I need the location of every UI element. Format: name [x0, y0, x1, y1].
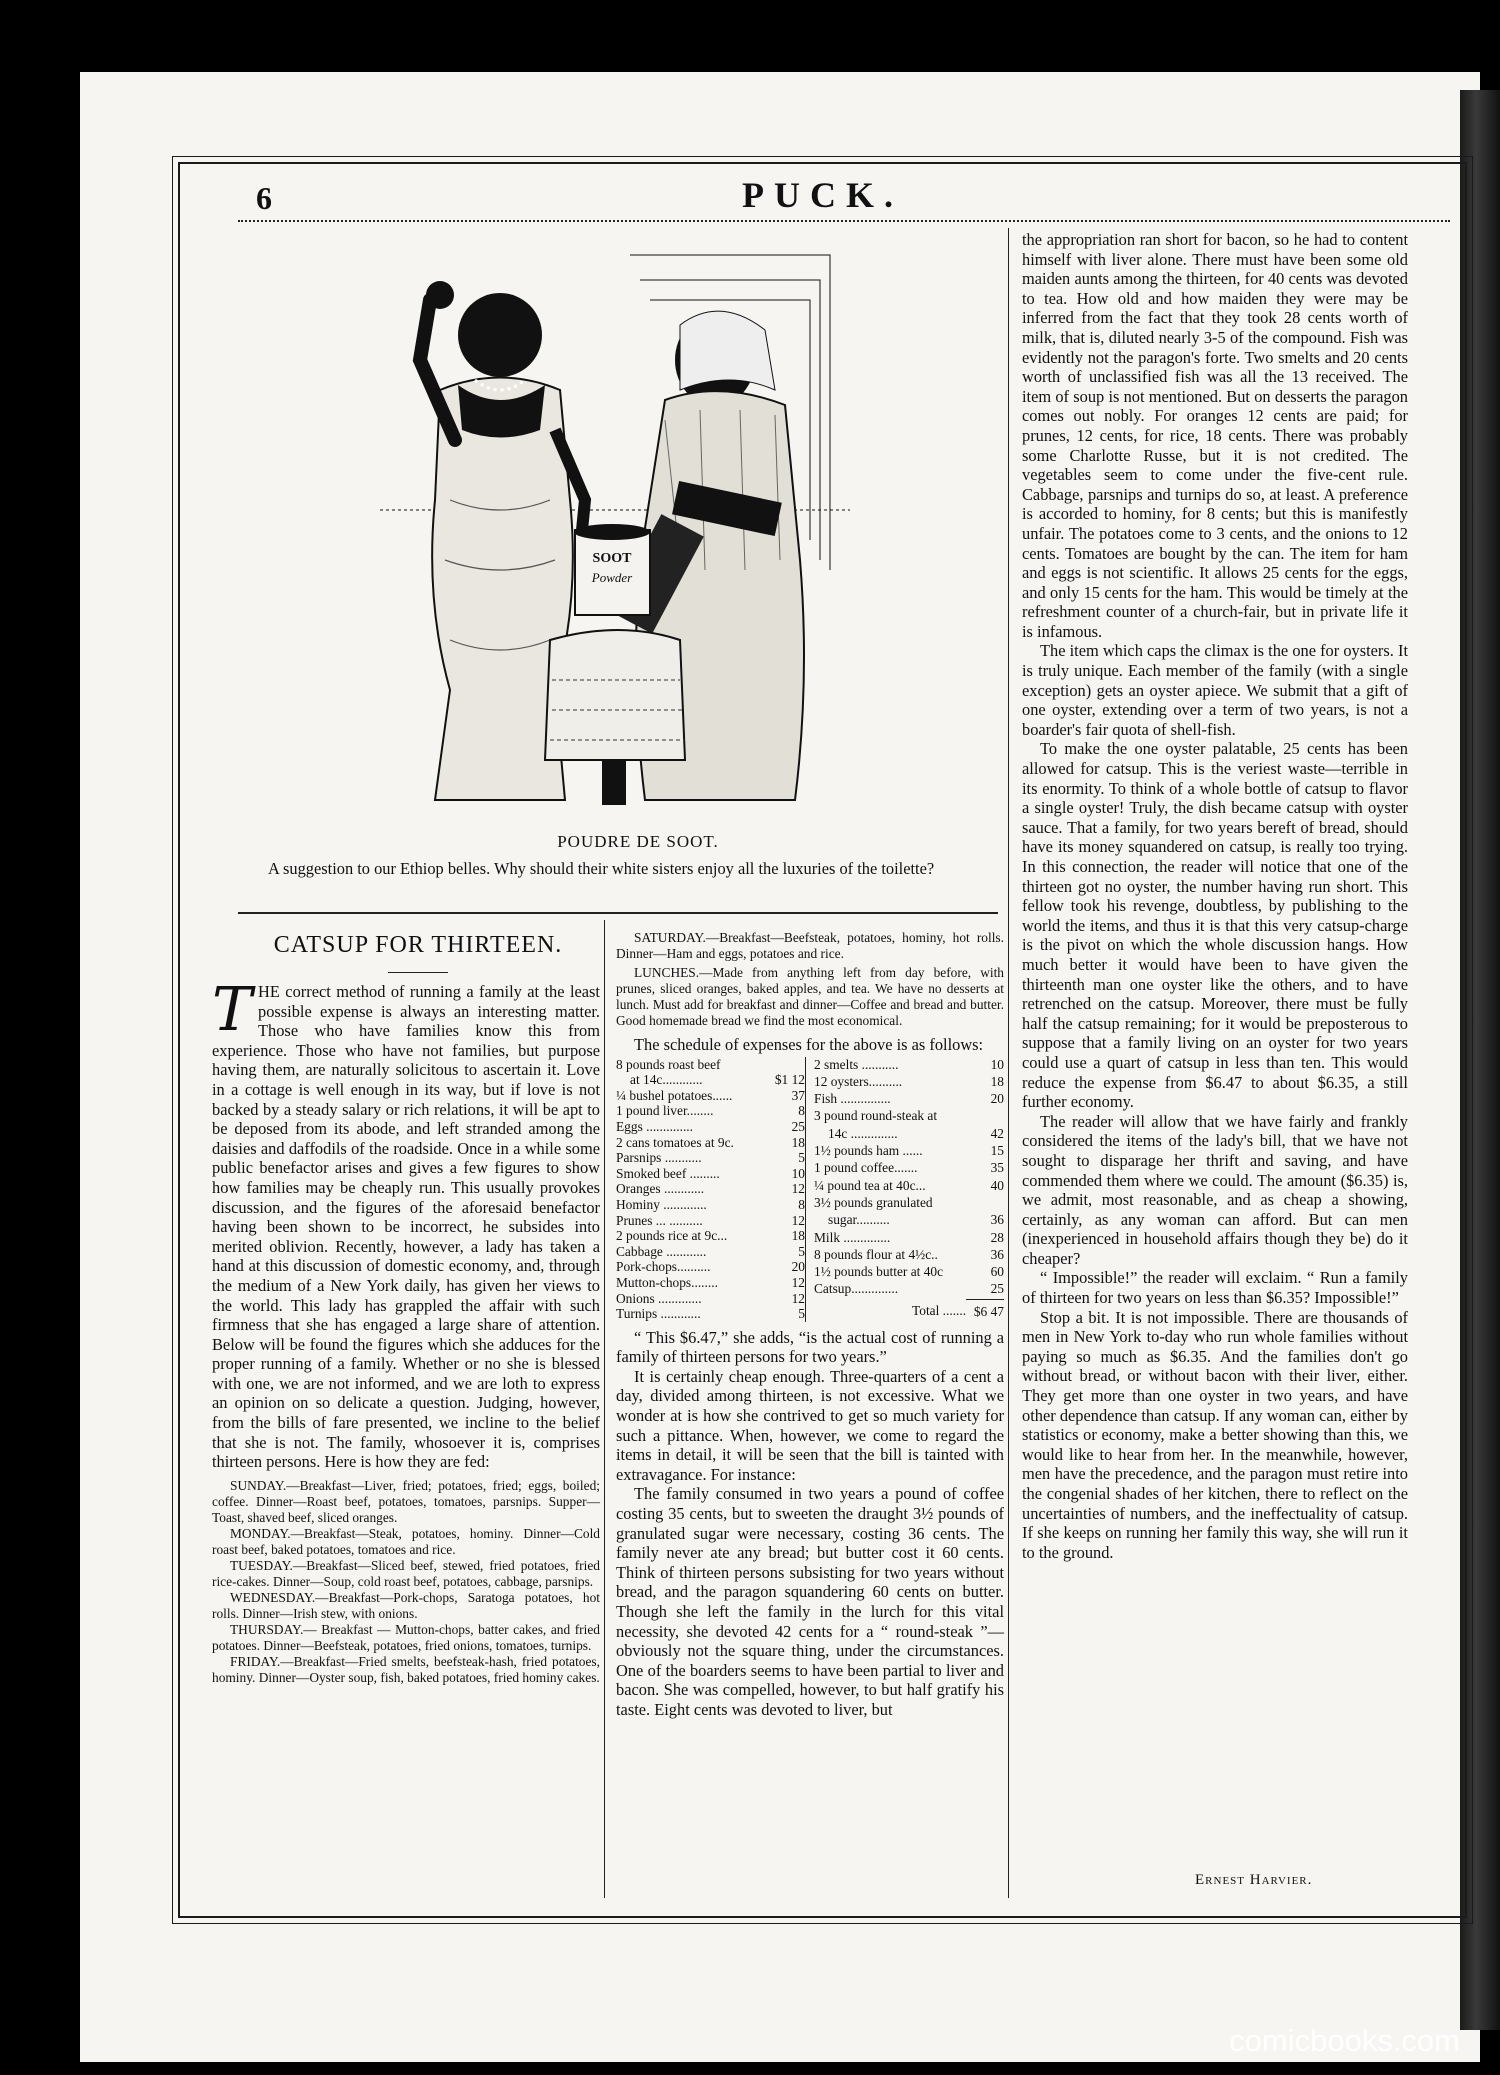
expense-amount: 5 [798, 1306, 805, 1322]
expense-item: Milk .............. [814, 1229, 891, 1245]
expense-row [814, 1126, 1004, 1143]
expense-row [616, 1306, 806, 1322]
expense-item: Fish ............... [814, 1091, 891, 1107]
expense-item: Smoked beef ......... [616, 1165, 720, 1181]
expense-amount: 5 [798, 1150, 805, 1166]
expense-item: 8 pounds flour at 4½c.. [814, 1246, 938, 1262]
expense-amount: 12 [791, 1274, 805, 1290]
expense-row [616, 1259, 806, 1275]
expense-item: 3 pound round-steak at [814, 1108, 938, 1124]
expense-row [814, 1264, 1004, 1281]
col3-paragraph-6: Stop a bit. It is not impossible. There are thousands of men in New York to-day who run whole families without paying so much as $6.35. And the families don't go without bread, or without bacon with their liver, either. They get more than one oyster in two years, and have other dependence than catsup. If any woman can, either by statistics or economy, make a better showing than this, we would like to hear from her. In the meanwhile, however, men have the precedence, and the paragon must retire into the congenial shades of her kitchen, there to reflect on the uncertainties of numbers, and the ineffectuality of catsup. If she keeps on running her family this way, she will run it to the ground. [1022, 1307, 1408, 1562]
expense-item: Total ....... [912, 1303, 967, 1319]
col3-paragraph-4: The reader will allow that we have fairly and frankly considered the items of the lady's bill, that we have not sought to disparage her thrift and saving, and have commended them where we could. The amount ($6.35) is, we admit, most reasonable, and as cheap a showing, certainly, as any woman can afford. But can men (inexperienced in household affairs though they be) do it cheaper? [1022, 1111, 1408, 1268]
expense-row [616, 1135, 806, 1151]
col2-paragraph-1: “ This $6.47,” she adds, “is the actual cost of running a family of thirteen persons for two years.” [616, 1327, 1004, 1367]
jar-label-powder: Powder [591, 570, 633, 585]
expense-amount: 18 [791, 1134, 805, 1150]
expense-table-left [616, 1057, 806, 1322]
expense-item: ¼ pound tea at 40c... [814, 1177, 926, 1193]
expense-amount [966, 1108, 1004, 1125]
expense-amount [966, 1195, 1004, 1212]
column-rule-left [604, 920, 605, 1898]
page-header [190, 172, 1455, 222]
expense-item: Cabbage ............ [616, 1243, 707, 1259]
col2-paragraph-3: The family consumed in two years a pound of coffee costing 35 cents, but to sweeten the draught 3½ pounds of granulated sugar were necessary, costing 36 cents. The family never ate any bread; but butter cost it 60 cents. Think of thirteen persons subsisting for two years without bread, and the paragon squandering 60 cents on butter. Though she left the family in the lurch for this vital necessity, she devoted 42 cents for a “ round-steak ”—obviously not the square thing, under the circumstances. One of the boarders seems to have been partial to liver and bacon. She was compelled, however, to but half gratify his taste. Eight cents was devoted to liver, but [616, 1484, 1004, 1719]
expense-amount: 40 [990, 1177, 1004, 1193]
expense-amount: 10 [791, 1165, 805, 1181]
expense-row [814, 1178, 1004, 1195]
expense-amount: 18 [990, 1073, 1004, 1089]
col3-paragraph-2: The item which caps the climax is the one for oysters. It is truly unique. Each member of the family (with a single exception) gets an oyster apiece. We submit that a gift of one oyster, extending over a term of two years, is not a boarder's fair quota of shell-fish. [1022, 641, 1408, 739]
expense-item: 8 pounds roast beef [616, 1056, 721, 1072]
expense-item: 3½ pounds granulated [814, 1194, 933, 1210]
expense-row [616, 1057, 806, 1073]
expense-table [616, 1057, 1004, 1322]
expense-row [616, 1197, 806, 1213]
expense-amount: $6 47 [966, 1299, 1004, 1321]
expense-row [616, 1119, 806, 1135]
expense-item: Hominy ............. [616, 1196, 707, 1212]
expense-amount: 42 [990, 1125, 1004, 1141]
expense-amount [764, 1057, 805, 1073]
expense-row [616, 1213, 806, 1229]
illustration-bottom-rule [238, 912, 998, 914]
expense-item: ¼ bushel potatoes...... [616, 1087, 733, 1103]
menu-wednesday: WEDNESDAY.—Breakfast—Pork-chops, Saratoga potatoes, hot rolls. Dinner—Irish stew, with onions. [212, 1589, 600, 1621]
expense-amount: 12 [791, 1212, 805, 1228]
jar-label-soot: SOOT [592, 551, 632, 566]
article-column-1 [212, 975, 600, 1686]
expense-item: Turnips ............ [616, 1306, 701, 1322]
expense-item: Onions ............. [616, 1290, 702, 1306]
masthead: PUCK. [742, 175, 903, 215]
expense-row [814, 1057, 1004, 1074]
expense-amount: 36 [990, 1212, 1004, 1228]
article-column-2 [616, 930, 1004, 1720]
expense-item: 1½ pounds ham ...... [814, 1143, 923, 1159]
expense-amount: 36 [990, 1246, 1004, 1262]
illustration-caption-text: A suggestion to our Ethiop belles. Why should their white sisters enjoy all the luxuries of the toilette? [268, 859, 935, 878]
expense-row [814, 1143, 1004, 1160]
expense-item: 14c .............. [828, 1125, 898, 1141]
expense-table-right [814, 1057, 1004, 1322]
expense-amount: 60 [990, 1264, 1004, 1280]
menu-lunches: LUNCHES.—Made from anything left from day before, with prunes, sliced oranges, baked apples, and tea. We have no desserts at lunch. Must add for breakfast and dinner—Coffee and bread and butter. Good homemade bread we find the most economical. [616, 965, 1004, 1028]
expense-amount: 28 [990, 1229, 1004, 1245]
expense-item: 1 pound coffee....... [814, 1160, 918, 1176]
expense-row [814, 1195, 1004, 1212]
column-rule-right [1008, 228, 1009, 1898]
expense-row [814, 1160, 1004, 1177]
expense-amount: 12 [791, 1181, 805, 1197]
expense-item: Eggs .............. [616, 1118, 693, 1134]
col2-paragraph-2: It is certainly cheap enough. Three-quarters of a cent a day, divided among thirteen, is not excessive. What we wonder at is how she contrived to get so much variety for such a pittance. When, however, we come to regard the items in detail, it will be seen that the bill is tainted with extravagance. For instance: [616, 1366, 1004, 1484]
expense-row [814, 1299, 1004, 1321]
expense-row [616, 1228, 806, 1244]
expense-row [814, 1247, 1004, 1264]
expense-item: 2 pounds rice at 9c... [616, 1228, 728, 1244]
expense-amount: 25 [990, 1281, 1004, 1297]
schedule-intro: The schedule of expenses for the above is as follows: [634, 1035, 984, 1054]
expense-row [616, 1275, 806, 1291]
page-number: 6 [256, 180, 272, 216]
expense-item: 2 cans tomatoes at 9c. [616, 1134, 734, 1150]
author-signature: Ernest Harvier. [1195, 1872, 1313, 1888]
expense-row [616, 1088, 806, 1104]
expense-amount: 37 [791, 1087, 805, 1103]
expense-amount: 35 [990, 1160, 1004, 1176]
menu-tuesday: TUESDAY.—Breakfast—Sliced beef, stewed, fried potatoes, fried rice-cakes. Dinner—Soup, cold roast beef, potatoes, cabbage, parsnips. [212, 1557, 600, 1589]
expense-row [616, 1291, 806, 1307]
expense-item: 1½ pounds butter at 40c [814, 1264, 944, 1280]
expense-amount: 8 [798, 1103, 805, 1119]
expense-row [814, 1281, 1004, 1299]
expense-item: Pork-chops.......... [616, 1259, 711, 1275]
drop-cap: T [212, 975, 253, 1045]
expense-item: 12 oysters.......... [814, 1073, 903, 1089]
expense-amount: 8 [798, 1196, 805, 1212]
expense-item: 2 smelts ........... [814, 1056, 899, 1072]
menu-thursday: THURSDAY.— Breakfast — Mutton-chops, batter cakes, and fried potatoes. Dinner—Beefsteak, potatoes, fried onions, tomatoes, turnips. [212, 1621, 600, 1653]
expense-row [814, 1074, 1004, 1091]
expense-row [814, 1091, 1004, 1108]
article-title: CATSUP FOR THIRTEEN. [273, 932, 563, 958]
expense-item: Mutton-chops........ [616, 1274, 718, 1290]
expense-item: Oranges ............ [616, 1181, 705, 1197]
expense-item: 1 pound liver........ [616, 1103, 714, 1119]
expense-item: Prunes ... .......... [616, 1212, 703, 1228]
expense-item: at 14c............ [630, 1072, 703, 1088]
illustration-caption-title: POUDRE DE SOOT. [557, 832, 719, 851]
expense-row [616, 1244, 806, 1260]
title-rule [388, 972, 448, 973]
expense-row [616, 1072, 806, 1088]
illustration-poudre-de-soot [380, 240, 850, 815]
expense-amount: 20 [990, 1091, 1004, 1107]
watermark: comicbooks.com [1229, 2023, 1460, 2058]
menu-saturday: SATURDAY.—Breakfast—Beefsteak, potatoes, hominy, hot rolls. Dinner—Ham and eggs, potatoes and rice. [616, 930, 1004, 961]
expense-row [616, 1181, 806, 1197]
expense-item: Catsup.............. [814, 1281, 899, 1297]
col3-paragraph-3: To make the one oyster palatable, 25 cents has been allowed for catsup. This is the veriest waste—terrible in its enormity. To think of a whole bottle of catsup to flavor a single oyster! Truly, the dish became catsup with oyster sauce. That a family, for two years bereft of bread, should have its money squandered on catsup, is really too trying. In this connection, the reader will notice that one of the thirteen got no oyster, the number having run short. This fellow took his revenge, doubtless, by publishing to the world the items, and thus it is that this very catsup-charge is the pivot on which the whole discussion hangs. How much better it would have been to have given the thirteenth man one oyster like the others, and to have retrenched on the catsup. Moreover, there must be fully half the catsup remaining; for it would be preposterous to suppose that a family living on an oyster for two years could use a quart of catsup in less than ten. This would reduce the expense from $6.47 to about $6.35, a still further economy. [1022, 739, 1408, 1112]
col3-paragraph-1: the appropriation ran short for bacon, so he had to content himself with liver alone. There must have been some old maiden aunts among the thirteen, for 40 cents was devoted to tea. How old and how maiden they were may be inferred from the fact that they took 28 cents worth of milk, that is, diluted nearly 3-5 of the compound. Fish was evidently not the paragon's forte. Two smelts and 20 cents worth of unclassified fish was all the 13 received. The item of soup is not mentioned. But on desserts the paragon comes out nobly. For oranges 12 cents are paid; for prunes, 12 cents, for rice, 18 cents. There was probably some Charlotte Russe, but it is not credited. The vegetables seem to come under the five-cent rule. Cabbage, parsnips and turnips do so, at least. A preference is accorded to hominy, for 8 cents; but this is manifestly unfair. The potatoes come to 3 cents, and the onions to 12 cents. Tomatoes are bought by the can. The item for ham and eggs is not scientific. It allows 25 cents for the eggs, and only 15 cents for the ham. This would be timely at the refreshment counter of a church-fair, but in private life it is infamous. [1022, 230, 1408, 641]
menu-sunday: SUNDAY.—Breakfast—Liver, fried; potatoes, fried; eggs, boiled; coffee. Dinner—Roast beef, potatoes, tomatoes, parsnips. Supper—Toast, shaved beef, sliced oranges. [212, 1477, 600, 1525]
expense-item: sugar.......... [828, 1212, 890, 1228]
expense-amount: 20 [791, 1259, 805, 1275]
header-rule [238, 220, 1450, 222]
intro-paragraph [212, 975, 600, 1472]
expense-row [814, 1108, 1004, 1125]
expense-amount: 10 [990, 1056, 1004, 1072]
expense-amount: 18 [791, 1228, 805, 1244]
intro-text: HE correct method of running a family at the least possible expense is always an interesting matter. Those who have families know this from experience. Those who have not families, but purpose having them, are naturally solicitous to ascertain it. Love in a cottage is well enough in its way, but if love is not backed by a steady salary or rich relations, it will be apt to be deposed from its abode, and left stranded among the daisies and daffodils of the roadside. Once in a while some public benefactor arises and gives a few figures to show how families may be cheaply run. This usually provokes discussion, and the figures of the aforesaid benefactor having been shown to be incorrect, he subsides into merited oblivion. Recently, however, a lady has taken a hand at this discussion of domestic economy, and, through the medium of a New York daily, has given her views to the world. This lady has grappled the affair with such firmness that she has engaged a large share of attention. Below will be found the figures which she adduces for the proper running of a family. Whether or no she is blessed with one, we are not informed, and we are loth to express an opinion on so delicate a question. Judging, however, from the bills of fare presented, we incline to the belief that she is not. The family, whosoever it is, comprises thirteen persons. Here is how they are fed: [212, 982, 600, 1472]
menu-monday: MONDAY.—Breakfast—Steak, potatoes, hominy. Dinner—Cold roast beef, baked potatoes, tomatoes and rice. [212, 1525, 600, 1557]
expense-row [616, 1103, 806, 1119]
expense-amount: $1 12 [774, 1072, 805, 1088]
expense-row [814, 1230, 1004, 1247]
expense-amount: 25 [791, 1118, 805, 1134]
expense-item: Parsnips ........... [616, 1150, 702, 1166]
col3-paragraph-5: “ Impossible!” the reader will exclaim. “ Run a family of thirteen for two years on less than $6.35? Impossible!” [1022, 1268, 1408, 1308]
expense-amount: 15 [990, 1143, 1004, 1159]
expense-row [814, 1212, 1004, 1229]
expense-amount: 12 [791, 1290, 805, 1306]
article-column-3 [1022, 230, 1408, 1562]
menu-friday: FRIDAY.—Breakfast—Fried smelts, beefsteak-hash, fried potatoes, hominy. Dinner—Oyster soup, fish, baked potatoes, fried hominy cakes. [212, 1653, 600, 1685]
expense-amount: 5 [798, 1243, 805, 1259]
expense-row [616, 1150, 806, 1166]
expense-row [616, 1166, 806, 1182]
